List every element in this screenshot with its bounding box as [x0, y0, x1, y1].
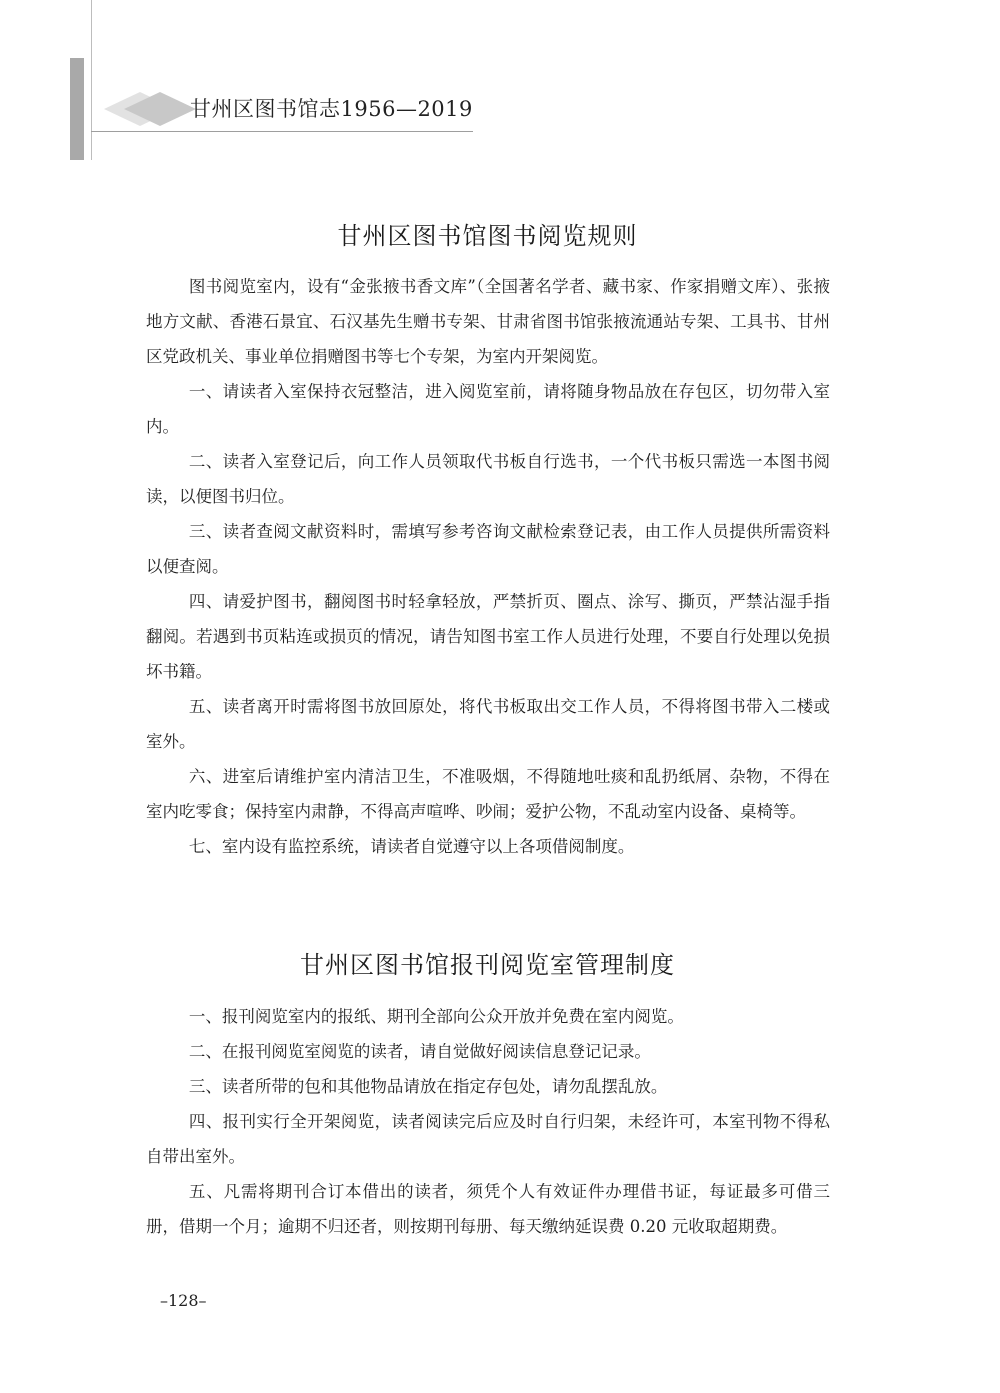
paragraph-rule-3: 三、读者查阅文献资料时，需填写参考咨询文献检索登记表，由工作人员提供所需资料以便查阅。 — [146, 522, 830, 576]
page-number: –128– — [160, 1291, 207, 1310]
paragraph-rule-7: 七、室内设有监控系统，请读者自觉遵守以上各项借阅制度。 — [188, 837, 635, 856]
paragraph-rule-2: 二、读者入室登记后，向工作人员领取代书板自行选书，一个代书板只需选一本图书阅读，以便图书归位。 — [146, 452, 830, 506]
section-body-periodical-rules — [146, 999, 830, 1244]
paragraph-rule-5: 五、读者离开时需将图书放回原处，将代书板取出交工作人员，不得将图书带入二楼或室外。 — [146, 697, 830, 751]
header-horizontal-rule — [91, 131, 473, 132]
section-body-reading-rules — [146, 269, 830, 864]
double-diamond-icon — [100, 90, 200, 128]
header-gray-bar — [70, 58, 84, 160]
paragraph-rule-1: 一、请读者入室保持衣冠整洁，进入阅览室前，请将随身物品放在存包区，切勿带入室内。 — [146, 382, 830, 436]
paragraph-periodical-rule-5: 五、凡需将期刊合订本借出的读者，须凭个人有效证件办理借书证，每证最多可借三册，借期一个月；逾期不归还者，则按期刊每册、每天缴纳延误费 0.20 元收取超期费。 — [146, 1182, 830, 1236]
section-title-reading-rules: 甘州区图书馆图书阅览规则 — [337, 222, 638, 250]
paragraph-periodical-rule-4: 四、报刊实行全开架阅览，读者阅读完后应及时自行归架，未经许可，本室刊物不得私自带出室外。 — [146, 1112, 830, 1166]
paragraph-rule-4: 四、请爱护图书，翻阅图书时轻拿轻放，严禁折页、圈点、涂写、撕页，严禁沾湿手指翻阅。若遇到书页粘连或损页的情况，请告知图书室工作人员进行处理，不要自行处理以免损坏书籍。 — [146, 592, 830, 681]
paragraph-periodical-rule-1: 一、报刊阅览室内的报纸、期刊全部向公众开放并免费在室内阅览。 — [188, 1007, 684, 1026]
header-vertical-rule — [91, 0, 92, 160]
section-title-periodical-rules: 甘州区图书馆报刊阅览室管理制度 — [300, 951, 675, 979]
paragraph-periodical-rule-2: 二、在报刊阅览室阅览的读者，请自觉做好阅读信息登记记录。 — [188, 1042, 651, 1061]
paragraph-intro: 图书阅览室内，设有“金张掖书香文库”（全国著名学者、藏书家、作家捐赠文库）、张掖地方文献、香港石景宜、石汉基先生赠书专架、甘肃省图书馆张掖流通站专架、工具书、甘州区党政机关、事业单位捐赠图书等七个专架，为室内开架阅览。 — [146, 277, 830, 366]
running-title: 甘州区图书馆志1956—2019 — [190, 97, 473, 121]
paragraph-rule-6: 六、进室后请维护室内清洁卫生，不准吸烟，不得随地吐痰和乱扔纸屑、杂物，不得在室内吃零食；保持室内肃静，不得高声喧哗、吵闹；爱护公物，不乱动室内设备、桌椅等。 — [146, 767, 830, 821]
paragraph-periodical-rule-3: 三、读者所带的包和其他物品请放在指定存包处，请勿乱摆乱放。 — [188, 1077, 668, 1096]
